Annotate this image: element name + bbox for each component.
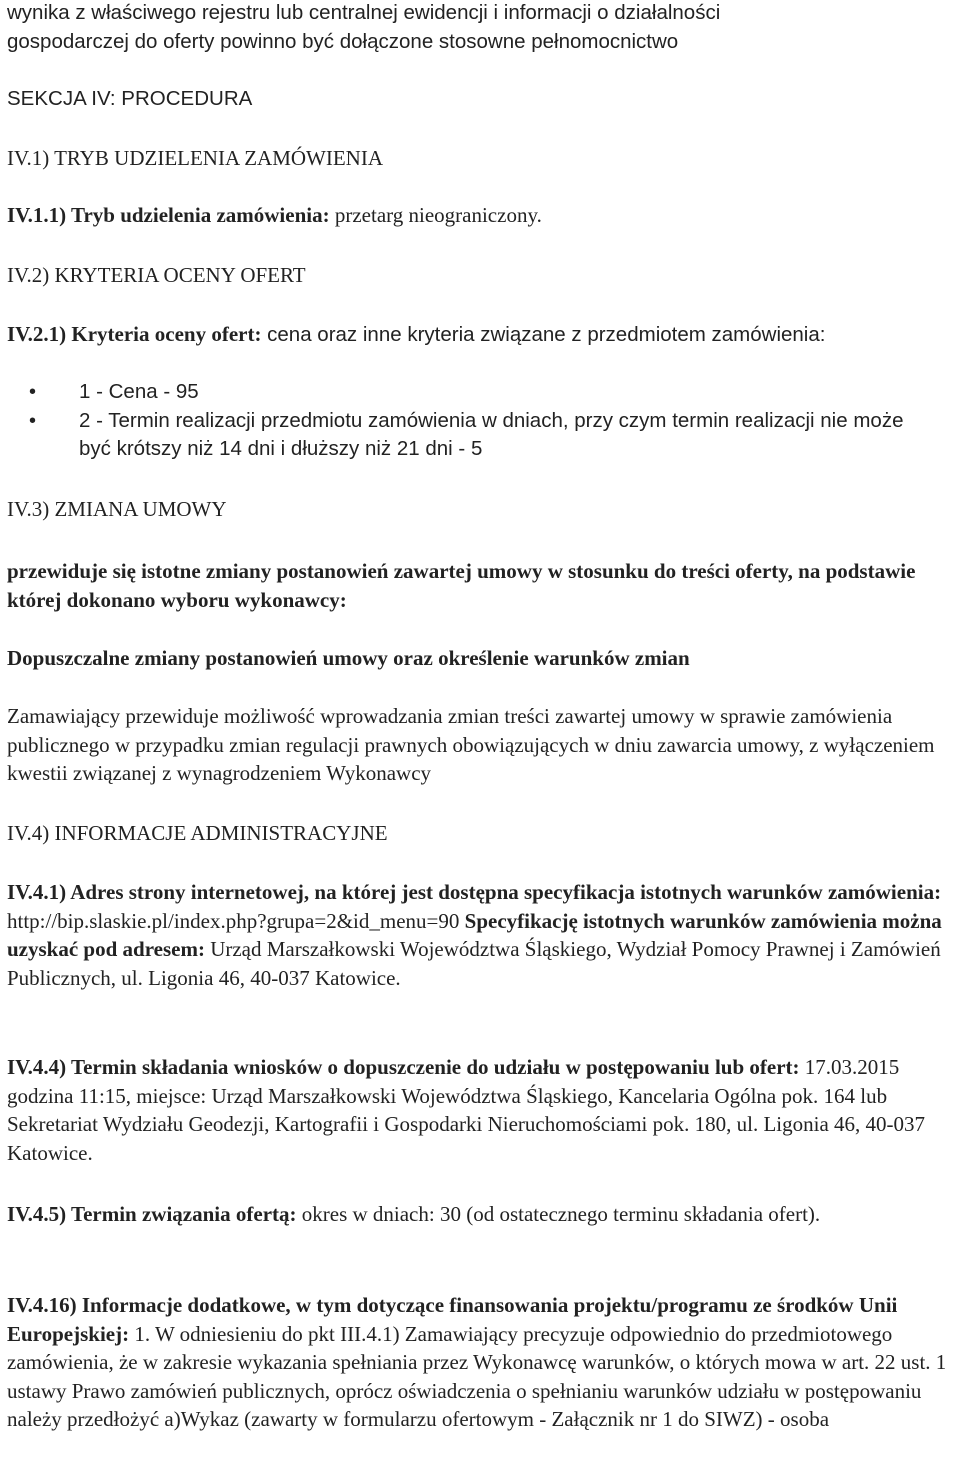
iv2-heading: IV.2) KRYTERIA OCENY OFERT [7, 263, 306, 287]
iv4-1-paragraph [7, 878, 955, 992]
section-heading: SEKCJA IV: PROCEDURA [7, 87, 253, 110]
iv3-bold-intro-text: przewiduje się istotne zmiany postanowień zawartej umowy w stosunku do treści oferty, na podstawie której dokonano wyboru wykonawcy: [7, 559, 916, 612]
iv3-heading: IV.3) ZMIANA UMOWY [7, 497, 227, 521]
iv4-1-url: http://bip.slaskie.pl/index.php?grupa=2&id_menu=90 [7, 908, 460, 933]
criteria-list [7, 378, 937, 464]
iv4-4-label: IV.4.4) Termin składania wniosków o dopuszczenie do udziału w postępowaniu lub ofert: [7, 1055, 800, 1079]
iv4-5-label: IV.4.5) Termin związania ofertą: [7, 1202, 297, 1226]
iv4-16-label: IV.4.16) Informacje dodatkowe, w tym dotyczące finansowania projektu/programu ze środków Unii Europejskiej: [7, 1293, 898, 1346]
iv4-4-value: 17.03.2015 godzina 11:15, miejsce: Urząd Marszałkowski Województwa Śląskiego, Kancelaria Ogólna pok. 164 lub Sekretariat Wydziału Geodezji, Kartografii i Gospodarki Nieruchomościami pok. 180, ul. Ligonia 46, 40-037 Katowice. [7, 1055, 926, 1165]
iv4-5-value: okres w dniach: 30 (od ostatecznego terminu składania ofert). [296, 1202, 821, 1226]
iv1-1-paragraph [7, 201, 955, 230]
iv4-1-label-2: Specyfikację istotnych warunków zamówienia można uzyskać pod adresem: [7, 908, 942, 961]
iv3-body: Zamawiający przewiduje możliwość wprowadzania zmian treści zawartej umowy w sprawie zamówienia publicznego w przypadku zmian regulacji prawnych obowiązujących w dniu zawarcia umowy, z wyłączeniem kwestii związanej z wynagrodzeniem Wykonawcy [7, 704, 935, 785]
iv2-1-value: cena oraz inne kryteria związane z przedmiotem zamówienia: [261, 323, 826, 346]
iv1-1-value: przetarg nieograniczony. [329, 203, 542, 227]
intro-line-2: gospodarczej do oferty powinno być dołączone stosowne pełnomocnictwo [7, 29, 679, 53]
criteria-item: • 1 - Cena - 95 [7, 378, 937, 407]
intro-line-1: wynika z właściwego rejestru lub centralnej ewidencji i informacji o działalności [7, 1, 721, 24]
iv4-heading: IV.4) INFORMACJE ADMINISTRACYJNE [7, 821, 388, 845]
iv1-1-label: IV.1.1) Tryb udzielenia zamówienia: [7, 203, 330, 227]
iv4-16-value: 1. W odniesieniu do pkt III.4.1) Zamawiający precyzuje odpowiednio do przedmiotowego zamówienia, że w zakresie wykazania spełniania przez Wykonawcę warunków, o których mowa w art. 22 ust. 1 ustawy Prawo zamówień publicznych, oprócz oświadczenia o spełnianiu warunków udziału w postępowaniu należy przedłożyć a)Wykaz (zawarty w formularzu ofertowym - Załącznik nr 1 do SIWZ) - osoba [7, 1321, 947, 1431]
iv4-1-label: IV.4.1) Adres strony internetowej, na której jest dostępna specyfikacja istotnych warunków zamówienia: [7, 880, 942, 904]
iv3-bold-sub [7, 644, 955, 673]
iv3-bold-intro [7, 557, 955, 614]
iv4-4-paragraph [7, 1053, 955, 1167]
iv4-1-address: Urząd Marszałkowski Województwa Śląskiego, Wydział Pomocy Prawnej i Zamówień Publicznych, ul. Ligonia 46, 40-037 Katowice. [7, 937, 941, 990]
iv2-1-paragraph [7, 320, 955, 350]
iv4-5-paragraph [7, 1200, 955, 1229]
intro-paragraph [7, 0, 955, 56]
iv4-16-paragraph [7, 1291, 955, 1434]
iv3-bold-sub-text: Dopuszczalne zmiany postanowień umowy oraz określenie warunków zmian [7, 646, 690, 670]
iv1-heading: IV.1) TRYB UDZIELENIA ZAMÓWIENIA [7, 146, 384, 170]
iv2-1-label: IV.2.1) Kryteria oceny ofert: [7, 322, 262, 346]
criteria-item: • 2 - Termin realizacji przedmiotu zamówienia w dniach, przy czym termin realizacji nie może być krótszy niż 14 dni i dłuższy niż 21 dni - 5 [7, 407, 937, 464]
